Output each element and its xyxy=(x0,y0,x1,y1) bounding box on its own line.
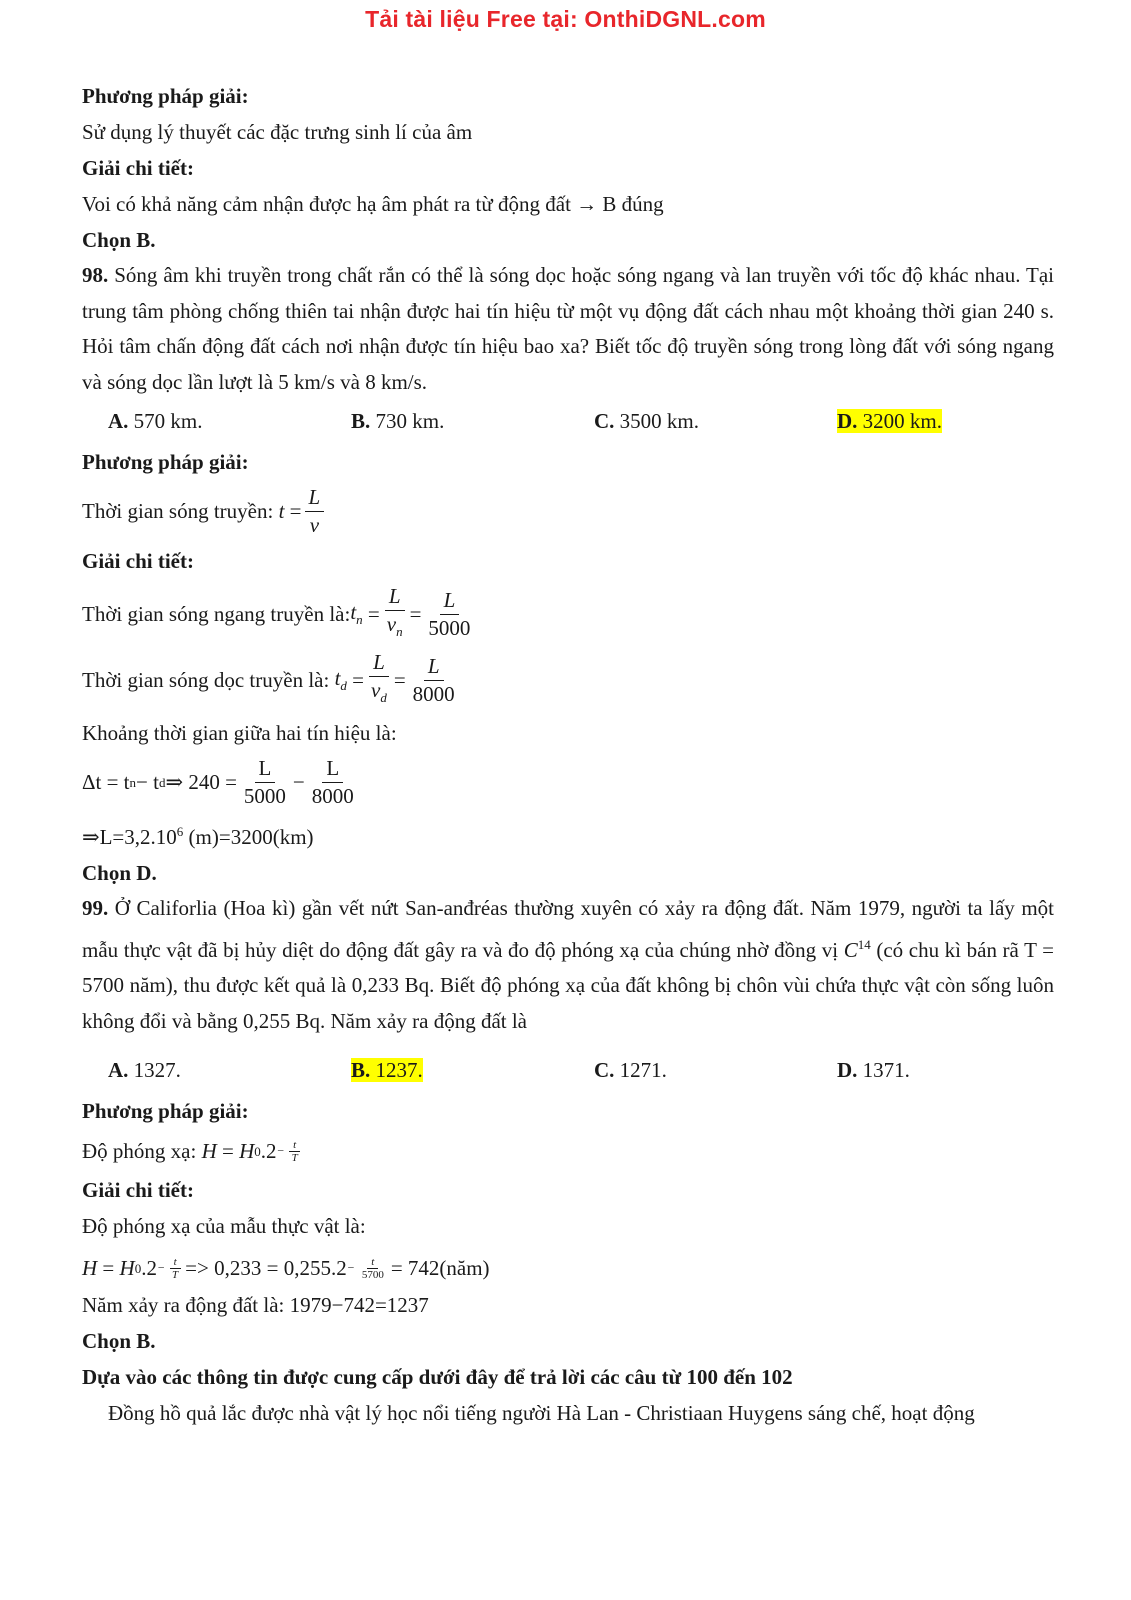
option-b-correct: B. 1237. xyxy=(351,1058,423,1083)
option-b: B. 730 km. xyxy=(351,409,445,433)
year-line: Năm xảy ra động đất là: 1979−742=1237 xyxy=(82,1293,429,1318)
detail-label: Giải chi tiết: xyxy=(82,549,194,573)
option-a: A. 570 km. xyxy=(108,409,203,433)
detail-label: Giải chi tiết: xyxy=(82,156,194,180)
method-label: Phương pháp giải: xyxy=(82,84,249,108)
option-d-correct: D. 3200 km. xyxy=(837,409,943,433)
options-98 xyxy=(82,404,1054,438)
answer-choice: Chọn B. xyxy=(82,1329,156,1354)
answer-choice: Chọn D. xyxy=(82,861,157,886)
method-text: Sử dụng lý thuyết các đặc trưng sinh lí của âm xyxy=(82,120,473,144)
formula-transverse: Thời gian sóng ngang truyền là: $t_n$ = $\frac{L}{v_n}$ = $\frac{L}{5000}$ xyxy=(82,584,471,640)
answer-choice: Chọn B. xyxy=(82,228,156,252)
formula-travel-time: Thời gian sóng truyền: t = $\frac{L}{v}$ xyxy=(82,484,1054,539)
method-label: Phương pháp giải: xyxy=(82,450,249,474)
question-text: Sóng âm khi truyền trong chất rắn có thể là sóng dọc hoặc sóng ngang và lan truyền với tốc độ khác nhau. Tại trung tâm phòng chống thiên tai nhận được hai tín hiệu từ một vụ động đất cách nhau một khoảng thời gian 240 s. Hỏi tâm chấn động đất cách nơi nhận được tín hiệu bao xa? Biết tốc độ truyền sóng trong lòng đất với sóng ngang và sóng dọc lần lượt là 5 km/s và 8 km/s. xyxy=(82,263,1055,394)
question-99: 99. Ở Califorlia (Hoa kì) gần vết nứt San-anđréas thường xuyên có xảy ra động đất. Năm 1979, người ta lấy một mẫu thực vật đã bị hủy diệt do động đất gây ra và đo độ phóng xạ của chúng nhờ đồng vị $C^{14}$ (có chu kì bán rã T = 5700 năm), thu được kết quả là 0,233 Bq. Biết độ phóng xạ của đất không bị chôn vùi chứa thực vật còn sống luôn không đổi và bằng 0,255 Bq. Năm xảy ra động đất là xyxy=(82,896,1054,1033)
page-header[interactable]: Tải tài liệu Free tại: OnthiDGNL.com xyxy=(365,6,766,32)
formula-activity-solved: H = H 0 .2 − $\frac{t}{T}$ => 0,233 = 0,255.2 − $\frac{t}{5700}$ = 742 (năm) xyxy=(82,1256,490,1282)
option-c: C. 3500 km. xyxy=(594,409,700,433)
section-text: Đồng hồ quả lắc được nhà vật lý học nổi tiếng người Hà Lan - Christiaan Huygens sáng chế, hoạt động xyxy=(108,1401,975,1426)
option-a: A. 1327. xyxy=(108,1058,181,1083)
gap-text: Khoảng thời gian giữa hai tín hiệu là: xyxy=(82,721,397,746)
question-98 xyxy=(82,258,1054,400)
option-c: C. 1271. xyxy=(594,1058,667,1083)
formula-longitudinal: Thời gian sóng dọc truyền là: $t_d$ = $\frac{L}{v_d}$ = $\frac{L}{8000}$ xyxy=(82,650,455,706)
option-d: D. 1371. xyxy=(837,1058,910,1083)
options-99 xyxy=(82,1053,1054,1087)
detail-text: Độ phóng xạ của mẫu thực vật là: xyxy=(82,1214,366,1239)
result-line: $\Rightarrow L=3,2.10^6$ (m)=3200(km) xyxy=(82,824,314,850)
formula-gap: Δt = t n − t d ⇒ 240 = $\frac{L}{5000}$ − $\frac{L}{8000}$ xyxy=(82,756,354,809)
method-label: Phương pháp giải: xyxy=(82,1099,249,1124)
document-body xyxy=(82,78,1054,1431)
formula-activity: Độ phóng xạ: H = H 0 .2 − $\frac{t}{T}$ xyxy=(82,1139,1054,1164)
detail-label: Giải chi tiết: xyxy=(82,1178,194,1203)
question-number: 98. xyxy=(82,263,109,287)
detail-text: Voi có khả năng cảm nhận được hạ âm phát ra từ động đất → B đúng xyxy=(82,192,664,216)
section-title: Dựa vào các thông tin được cung cấp dưới đây để trả lời các câu từ 100 đến 102 xyxy=(82,1365,793,1390)
